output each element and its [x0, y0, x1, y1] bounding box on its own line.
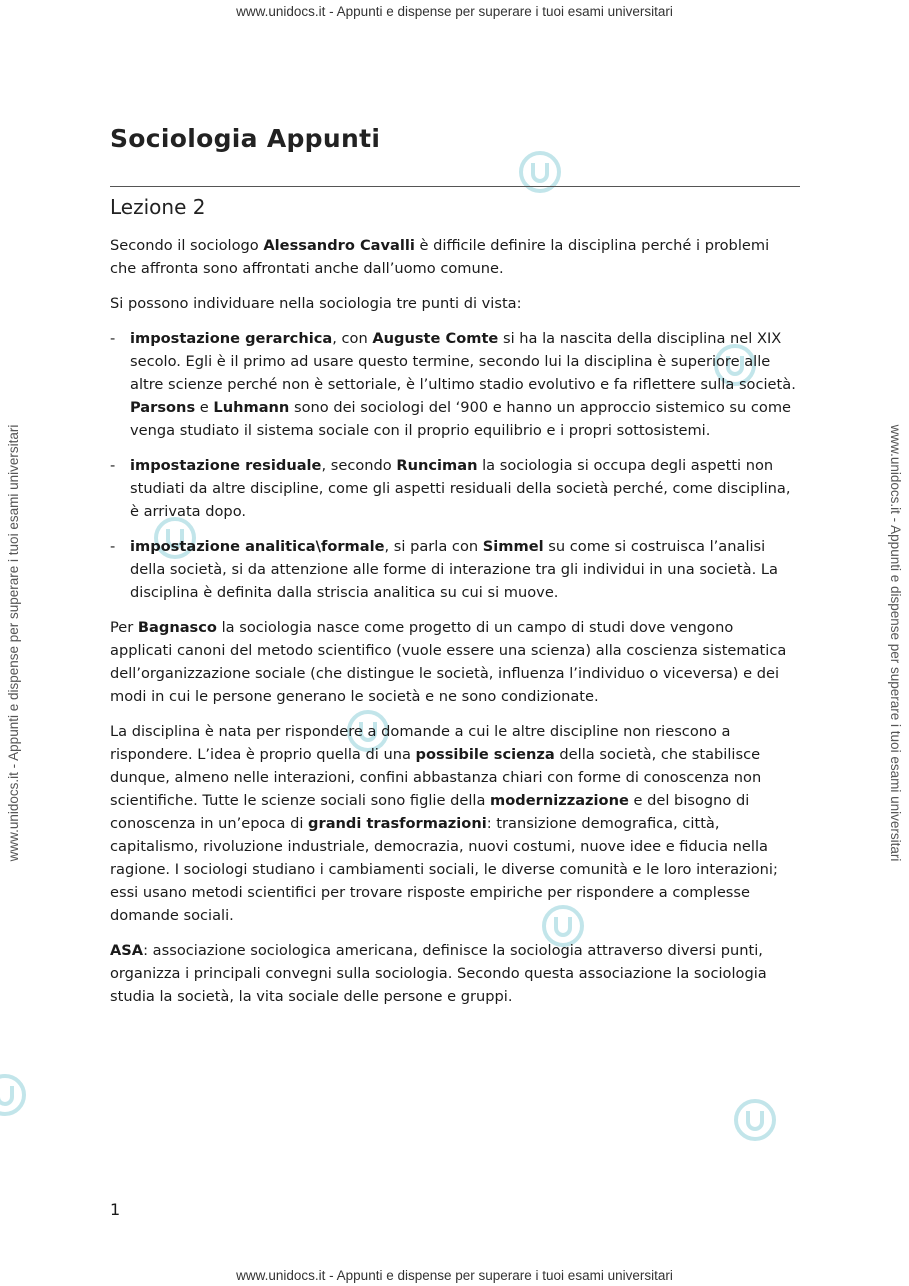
page-number: 1 — [110, 1200, 121, 1219]
document-body — [110, 234, 800, 1020]
watermark-top: www.unidocs.it - Appunti e dispense per superare i tuoi esami universitari — [236, 4, 673, 19]
paragraph: Secondo il sociologo Alessandro Cavalli è difficile definire la disciplina perché i problemi che affronta sono affrontati anche dall’uomo comune. — [110, 237, 770, 277]
paragraph: Si possono individuare nella sociologia tre punti di vista: — [110, 295, 522, 312]
paragraph: Per Bagnasco la sociologia nasce come progetto di un campo di studi dove vengono applicati canoni del metodo scientifico (vuole essere una scienza) alla coscienza sistematica dell’organizzazione sociale (che distingue le società, influenza l’individuo o viceversa) e dei modi in cui le persone generano le società e ne sono condizionate. — [110, 619, 787, 705]
unidocs-logo-icon — [517, 149, 563, 195]
unidocs-logo-icon — [0, 1072, 28, 1118]
document-title: Sociologia Appunti — [110, 124, 381, 153]
watermark-bottom: www.unidocs.it - Appunti e dispense per superare i tuoi esami universitari — [236, 1268, 673, 1283]
list-item: - impostazione residuale, secondo Runciman la sociologia si occupa degli aspetti non studiati da altre discipline, come gli aspetti residuali della società perché, come disciplina, è arrivata dopo. — [110, 457, 791, 520]
paragraph: ASA: associazione sociologica americana, definisce la sociologia attraverso diversi punti, organizza i principali convegni sulla sociologia. Secondo questa associazione la sociologia studia la società, la vita sociale delle persone e gruppi. — [110, 942, 767, 1005]
lesson-heading: Lezione 2 — [110, 195, 206, 219]
watermark-right: www.unidocs.it - Appunti e dispense per superare i tuoi esami universitari — [888, 424, 903, 862]
paragraph: La disciplina è nata per rispondere a domande a cui le altre discipline non riescono a rispondere. L’idea è proprio quella di una possibile scienza della società, che stabilisce dunque, almeno nelle interazioni, confini abbastanza chiari con forme di conoscenza non scientifiche. Tutte le scienze sociali sono figlie della modernizzazione e del bisogno di conoscenza in un’epoca di grandi trasformazioni: transizione demografica, città, capitalismo, rivoluzione industriale, democrazia, nuovi costumi, nuove idee e fiducia nella ragione. I sociologi studiano i cambiamenti sociali, le diverse comunità e le loro interazioni; essi usano metodi scientifici per trovare risposte empiriche per rispondere a complesse domande sociali. — [110, 723, 778, 924]
unidocs-logo-icon — [732, 1097, 778, 1143]
watermark-left: www.unidocs.it - Appunti e dispense per superare i tuoi esami universitari — [6, 424, 21, 862]
title-divider — [110, 186, 800, 187]
list-item: - impostazione analitica\formale, si parla con Simmel su come si costruisca l’analisi della società, si da attenzione alle forme di interazione tra gli individui in una società. La disciplina è definita dalla striscia analitica su cui si muove. — [110, 538, 778, 601]
list-item: - impostazione gerarchica, con Auguste Comte si ha la nascita della disciplina nel XIX secolo. Egli è il primo ad usare questo termine, secondo lui la disciplina è superiore alle altre scienze perché non è settoriale, è l’ultimo stadio evolutivo e fa riflettere sulla società. Parsons e Luhmann sono dei sociologi del ‘900 e hanno un approccio sistemico su come venga studiato il sistema sociale con il proprio equilibrio e i propri sottosistemi. — [110, 330, 796, 439]
viewpoint-list — [110, 327, 800, 604]
